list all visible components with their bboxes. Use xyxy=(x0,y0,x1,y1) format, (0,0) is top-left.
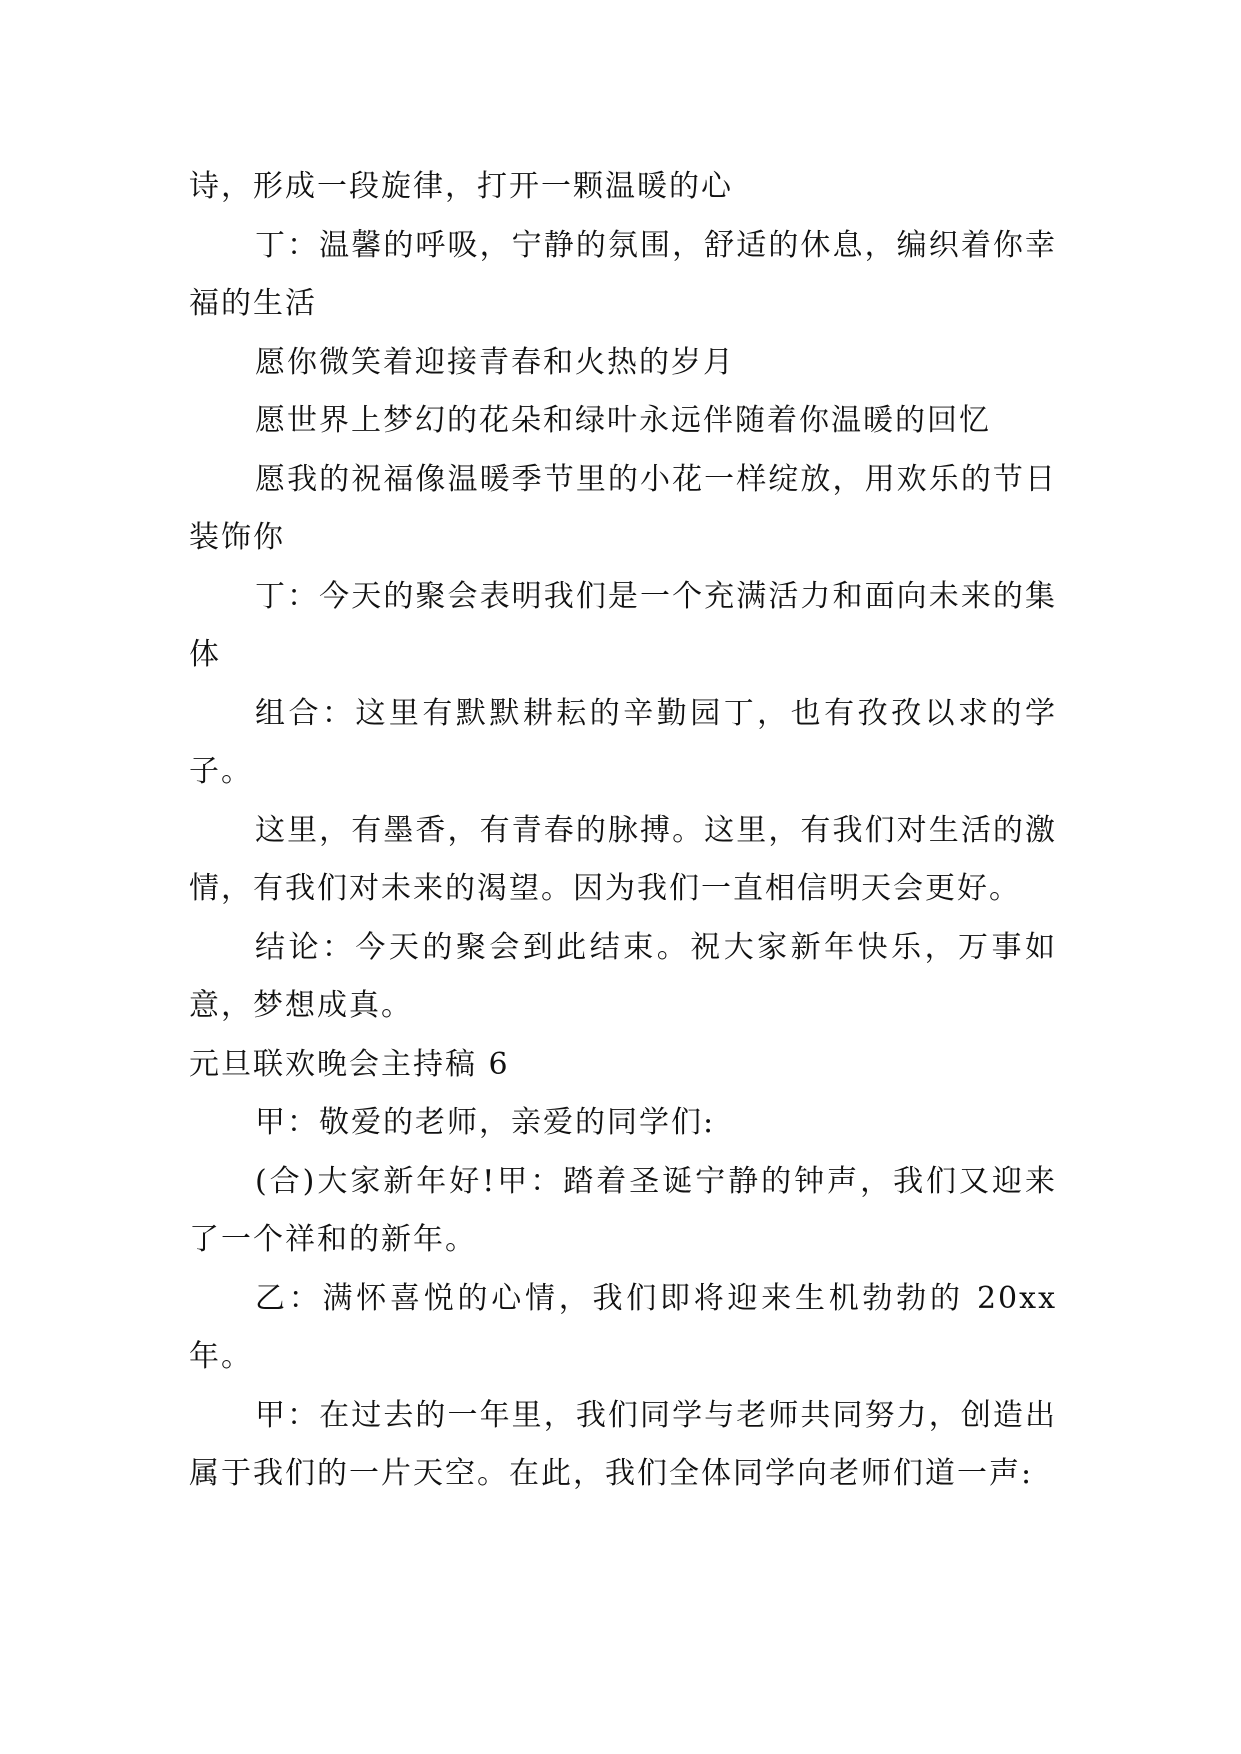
paragraph: 甲：在过去的一年里，我们同学与老师共同努力，创造出属于我们的一片天空。在此，我们全体同学向老师们道一声: xyxy=(189,1397,1057,1491)
paragraph: 愿我的祝福像温暖季节里的小花一样绽放，用欢乐的节日装饰你 xyxy=(189,461,1057,555)
paragraph: 甲：敬爱的老师，亲爱的同学们: xyxy=(255,1105,716,1140)
paragraph: 丁：今天的聚会表明我们是一个充满活力和面向未来的集体 xyxy=(189,578,1057,672)
paragraph: 丁：温馨的呼吸，宁静的氛围，舒适的休息，编织着你幸福的生活 xyxy=(189,227,1057,321)
paragraph: 愿世界上梦幻的花朵和绿叶永远伴随着你温暖的回忆 xyxy=(255,403,991,438)
document-body xyxy=(189,158,1057,1504)
paragraph: 愿你微笑着迎接青春和火热的岁月 xyxy=(255,344,735,380)
paragraph: 这里，有墨香，有青春的脉搏。这里，有我们对生活的激情，有我们对未来的渴望。因为我们一直相信明天会更好。 xyxy=(189,812,1057,906)
paragraph: 乙：满怀喜悦的心情，我们即将迎来生机勃勃的 20xx 年。 xyxy=(189,1280,1057,1374)
paragraph: 组合：这里有默默耕耘的辛勤园丁，也有孜孜以求的学子。 xyxy=(189,695,1057,789)
section-heading: 元旦联欢晚会主持稿 6 xyxy=(189,1046,510,1082)
paragraph: 诗，形成一段旋律，打开一颗温暖的心 xyxy=(189,169,733,204)
paragraph: 结论：今天的聚会到此结束。祝大家新年快乐，万事如意，梦想成真。 xyxy=(189,929,1057,1023)
paragraph: (合)大家新年好!甲：踏着圣诞宁静的钟声，我们又迎来了一个祥和的新年。 xyxy=(189,1163,1057,1257)
